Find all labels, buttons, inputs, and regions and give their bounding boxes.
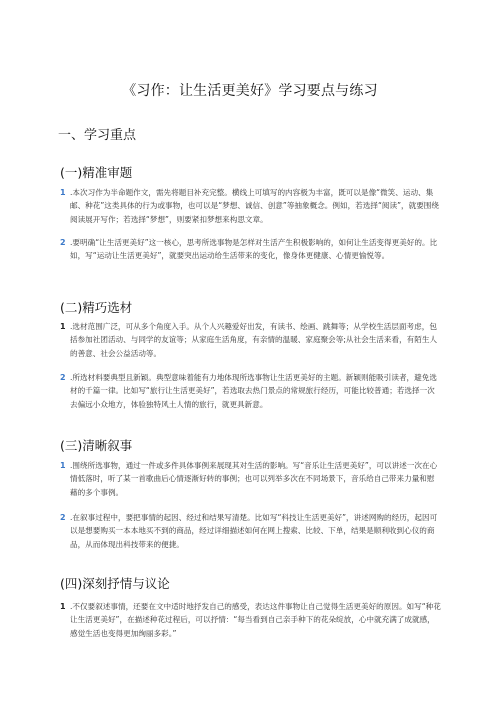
document-title: 《习作：让生活更美好》学习要点与练习 <box>122 83 378 99</box>
subsection-heading-1: (一)精准审题 <box>60 165 133 180</box>
item-number: 1 <box>60 188 66 197</box>
subsection-heading-3: (三)清晰叙事 <box>60 438 133 453</box>
list-item <box>60 371 442 411</box>
item-number: 1 <box>60 461 66 470</box>
item-text: .围绕所选事物，通过一件或多件具体事例来展现其对生活的影响。写“音乐让生活更美好”，可以讲述一次在心情低落时，听了某一首歌曲后心情逐渐好转的事例；也可以列举多次在不同场景下，音乐给自己带来力量和慰藉的多个事例。 <box>70 461 438 497</box>
list-item <box>60 459 442 499</box>
item-number: 1 <box>60 322 66 331</box>
item-text: .所选材料要典型且新颖。典型意味着能有力地体现所选事物让生活更美好的主题。新颖则能吸引读者，避免选材的千篇一律。比如写“旅行让生活更美好”，若选取去热门景点的常规旅行经历，可能比较普通；若选择一次去偏远小众地方，体验独特风土人情的旅行，就更具新意。 <box>70 373 437 409</box>
section-heading-key-points: 一、学习重点 <box>58 128 137 143</box>
list-item <box>60 600 442 640</box>
item-text: .不仅要叙述事情，还要在文中适时地抒发自己的感受，表达这件事物让自己觉得生活更美好的原因。如写“种花让生活更美好”，在描述种花过程后，可以抒情：“每当看到自己亲手种下的花朵绽放，心中就充满了成就感，感觉生活也变得更加绚丽多彩。” <box>70 602 441 638</box>
subsection-heading-4: (四)深刻抒情与议论 <box>60 576 170 591</box>
item-number: 1 <box>60 602 66 611</box>
list-item <box>60 236 442 263</box>
item-text: .选材范围广泛，可从多个角度入手。从个人兴趣爱好出发，有读书、绘画、跳舞等；从学校生活层面考虑，包括参加社团活动、与同学的友谊等；从家庭生活角度，有亲情的温暖、家庭聚会等;从社会生活来看，有陌生人的善意、社会公益活动等。 <box>70 322 438 358</box>
subsection-heading-2: (二)精巧选材 <box>60 300 133 315</box>
item-text: .要明确“让生活更美好”这一核心，思考所选事物是怎样对生活产生积极影响的，如何让生活变得更美好的。比如，写“运动让生活更美好”，就要突出运动给生活带来的变化，像身体更健康、心情更愉悦等。 <box>70 238 438 261</box>
item-text: .本次习作为半命题作文，需先将题目补充完整。横线上可填写的内容极为丰富，既可以是像“微笑、运动、集邮、种花”这类具体的行为或事物，也可以是“梦想、诚信、创意”等抽象概念。例如，若选择“阅读”，就要围绕阅读展开写作；若选择“梦想”，则要紧扣梦想来构思文章。 <box>70 188 439 224</box>
item-text: .在叙事过程中，要把事情的起因、经过和结果写清楚。比如写“科技让生活更美好”，讲述网购的经历，起因可以是想要购买一本本地买不到的商品，经过详细描述如何在网上搜索、比较、下单，结果是顺利收到心仪的商品，从而体现出科技带来的便捷。 <box>70 513 438 549</box>
item-number: 2 <box>60 238 66 247</box>
item-number: 2 <box>60 373 66 382</box>
list-item <box>60 186 442 226</box>
list-item <box>60 511 442 551</box>
item-number: 2 <box>60 513 66 522</box>
list-item <box>60 320 442 360</box>
